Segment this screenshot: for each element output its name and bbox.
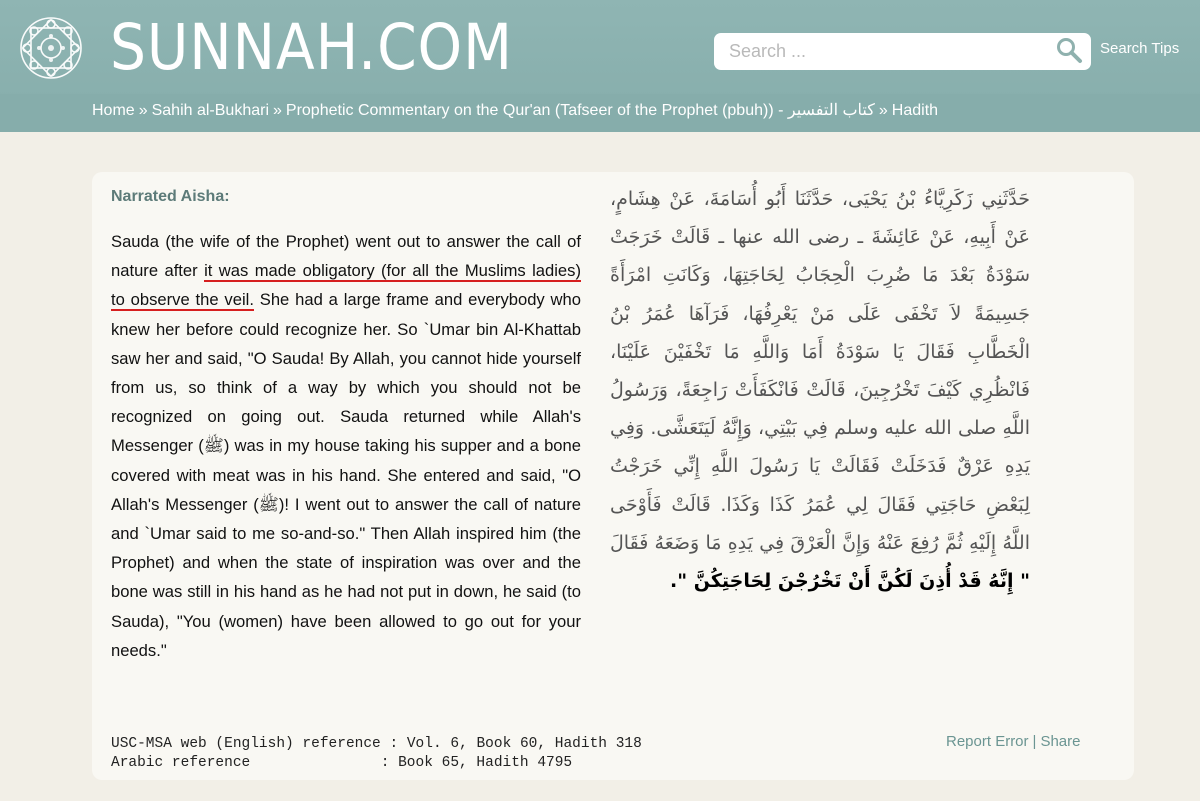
reference-row [111,735,642,754]
reference-label: Arabic reference [111,755,251,771]
report-error-link[interactable]: Report Error [946,733,1029,750]
top-bar [0,0,1200,94]
breadcrumb-collection[interactable]: Sahih al-Bukhari [151,102,269,119]
breadcrumb [92,100,938,120]
arabic-prophet-quote: " إِنَّهُ قَدْ أُذِنَ لَكُنَّ أَنْ تَخْرُجْنَ لِحَاجَتِكُنَّ ". [669,570,1030,593]
search-tips-link[interactable]: Search Tips [1100,40,1180,57]
breadcrumb-home[interactable]: Home [92,102,135,119]
english-text-part: Sauda (the wife of the Prophet) went out to answer the call of nature after [111,232,581,281]
breadcrumb-separator: » [878,102,888,119]
reference-label: USC-MSA web (English) reference [111,736,381,752]
breadcrumb-separator: » [273,102,282,119]
breadcrumb-book[interactable]: Prophetic Commentary on the Qur'an (Tafseer of the Prophet (pbuh)) - كتاب التفسير [285,102,875,119]
arabic-narration: حَدَّثَنِي زَكَرِيَّاءُ بْنُ يَحْيَى، حَدَّثَنَا أَبُو أُسَامَةَ، عَنْ هِشَامٍ، عَنْ أَبِيهِ، عَنْ عَائِشَةَ ـ رضى الله عنها ـ قَالَتْ خَرَجَتْ سَوْدَةُ بَعْدَ مَا ضُرِبَ الْحِجَابُ لِحَاجَتِهَا، وَكَانَتِ امْرَأَةً جَسِيمَةً لاَ تَخْفَى عَلَى مَنْ يَعْرِفُهَا، فَرَآهَا عُمَرُ بْنُ الْخَطَّابِ فَقَالَ يَا سَوْدَةُ أَمَا وَاللَّهِ مَا تَخْفَيْنَ عَلَيْنَا، فَانْظُرِي كَيْفَ تَخْرُجِينَ، قَالَتْ فَانْكَفَأَتْ رَاجِعَةً، وَرَسُولُ اللَّهِ صلى الله عليه وسلم فِي بَيْتِي، وَإِنَّهُ لَيَتَعَشَّى. وَفِي يَدِهِ عَرْقٌ فَدَخَلَتْ فَقَالَتْ يَا رَسُولَ اللَّهِ إِنِّي خَرَجْتُ لِبَعْضِ حَاجَتِي فَقَالَ لِي عُمَرُ كَذَا وَكَذَا. قَالَتْ فَأَوْحَى اللَّهُ إِلَيْهِ ثُمَّ رُفِعَ عَنْهُ وَإِنَّ الْعَرْقَ فِي يَدِهِ مَا وَضَعَهُ فَقَالَ [610,188,1030,554]
share-link[interactable]: Share [1040,733,1081,750]
actions-divider: | [1032,733,1037,750]
magnifier-icon[interactable] [1055,36,1083,64]
highlighted-phrase: it was made obligatory (for all the Muslims ladies) to observe the veil. [111,261,581,310]
reference-value: : Book 65, Hadith 4795 [380,755,573,771]
english-hadith-text [111,227,581,665]
reference-row [111,754,642,773]
breadcrumb-separator: » [138,102,148,119]
references [111,735,642,773]
reference-value: : Vol. 6, Book 60, Hadith 318 [389,736,642,752]
breadcrumb-current[interactable]: Hadith [891,102,939,119]
narrator-label: Narrated Aisha: [111,188,230,205]
hadith-actions [946,733,1080,750]
arabic-hadith-text [610,180,1030,600]
search-box[interactable] [714,33,1091,70]
site-title[interactable]: SUNNAH.COM [110,11,513,84]
english-text-part: She had a large frame and everybody who knew her before could recognize her. So `Umar bin Al-Khattab saw her and said, "O Sauda! By Allah, you cannot hide yourself from us, so think of a way by which you should not be recognized on going out. Sauda returned while Allah's Messenger (ﷺ) was in my house taking his supper and a bone covered with meat was in his hand. She entered and said, "O Allah's Messenger (ﷺ)! I went out to answer the call of nature and `Umar said to me so-and-so." Then Allah inspired him (the Prophet) and when the state of inspiration was over and the bone was still in his hand as he had not put in down, he said (to Sauda), "You (women) have been allowed to go out for your needs." [111,290,581,660]
geometric-star-logo-icon[interactable] [15,12,87,84]
search-input[interactable] [714,33,1044,70]
